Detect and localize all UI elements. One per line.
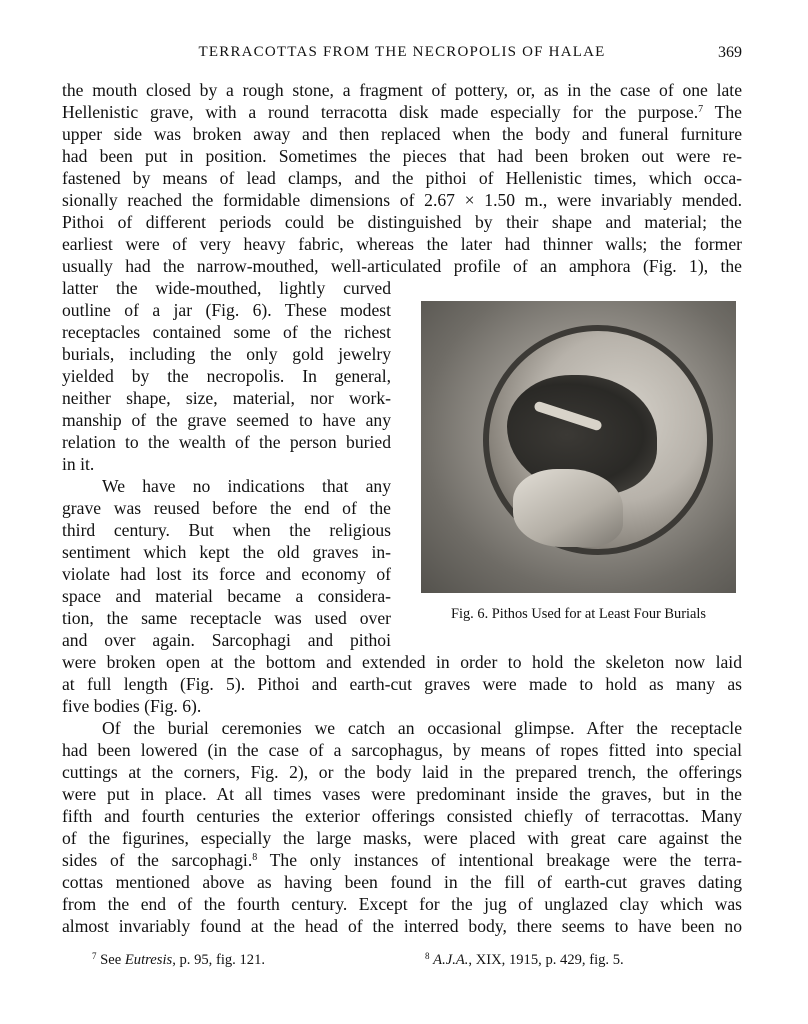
footnote-ref: 7: [698, 104, 704, 115]
text-line: latter the wide-mouthed, lightly curved: [62, 278, 391, 298]
text-line: receptacles contained some of the richest: [62, 322, 391, 342]
text-line: the mouth closed by a rough stone, a fragment of pottery, or, as in the case of one late: [62, 80, 742, 100]
text-line: cuttings at the corners, Fig. 2), or the body laid in the prepared trench, the offerings: [62, 762, 742, 782]
text-line: earliest were of very heavy fabric, whereas the later had thinner walls; the former: [62, 234, 742, 254]
text-line: upper side was broken away and then replaced when the body and funeral furniture: [62, 124, 742, 144]
text-line: of the figurines, especially the large masks, were placed with great care against the: [62, 828, 742, 848]
text-line: manship of the grave seemed to have any: [62, 410, 391, 430]
text-line: sentiment which kept the old graves in-: [62, 542, 391, 562]
text-line: almost invariably found at the head of the interred body, there seems to have been no: [62, 916, 742, 936]
text-line: sionally reached the formidable dimensions of 2.67 × 1.50 m., were invariably mended.: [62, 190, 742, 210]
text-line: space and material became a considera-: [62, 586, 391, 606]
pithos-shard: [513, 469, 623, 547]
text-line: third century. But when the religious: [62, 520, 391, 540]
text-line: relation to the wealth of the person buried: [62, 432, 391, 452]
text-line: were put in place. At all times vases were predominant inside the graves, but in the: [62, 784, 742, 804]
pithos-photograph: [421, 301, 736, 593]
text-line: at full length (Fig. 5). Pithoi and earth-cut graves were made to hold as many as: [62, 674, 742, 694]
footnote-8: $^8$ A.J.A., XIX, 1915, p. 429, fig. 5.: [425, 951, 624, 968]
page-number: 369: [718, 44, 742, 61]
text-line: from the end of the fourth century. Except for the jug of unglazed clay which was: [62, 894, 742, 914]
text-line: Hellenistic grave, with a round terracotta disk made especially for the purpose.$^7$ The: [62, 102, 742, 122]
text-line: Pithoi of different periods could be distinguished by their shape and material; the: [62, 212, 742, 232]
footnote-7: $^7$ See Eutresis, p. 95, fig. 121.: [92, 951, 266, 968]
text-line: We have no indications that any: [102, 476, 391, 496]
text-line: grave was reused before the end of the: [62, 498, 391, 518]
text-line: violate had lost its force and economy of: [62, 564, 391, 584]
text-line: burials, including the only gold jewelry: [62, 344, 391, 364]
figure-caption: Fig. 6. Pithos Used for at Least Four Burials: [450, 606, 707, 622]
running-header: [62, 44, 742, 68]
text-line: Of the burial ceremonies we catch an occasional glimpse. After the receptacle: [102, 718, 742, 738]
text-line: and over again. Sarcophagi and pithoi: [62, 630, 391, 650]
text-line: usually had the narrow-mouthed, well-articulated profile of an amphora (Fig. 1), the: [62, 256, 742, 276]
text-line: tion, the same receptacle was used over: [62, 608, 391, 628]
running-title: TERRACOTTAS FROM THE NECROPOLIS OF HALAE: [198, 44, 606, 60]
text-line: had been lowered (in the case of a sarcophagus, by means of ropes fitted into special: [62, 740, 742, 760]
text-line: in it.: [62, 454, 95, 474]
text-line: were broken open at the bottom and extended in order to hold the skeleton now laid: [62, 652, 742, 672]
text-line: fifth and fourth centuries the exterior offerings consisted chiefly of terracottas. Many: [62, 806, 742, 826]
text-line: fastened by means of lead clamps, and the pithoi of Hellenistic times, which occa-: [62, 168, 742, 188]
text-line: five bodies (Fig. 6).: [62, 696, 202, 716]
text-line: cottas mentioned above as having been found in the fill of earth-cut graves dating: [62, 872, 742, 892]
text-line: yielded by the necropolis. In general,: [62, 366, 391, 386]
text-line: sides of the sarcophagi.$^8$ The only instances of intentional breakage were the terra-: [62, 850, 742, 870]
text-line: had been put in position. Sometimes the pieces that had been broken out were re-: [62, 146, 742, 166]
text-line: neither shape, size, material, nor work-: [62, 388, 391, 408]
text-line: outline of a jar (Fig. 6). These modest: [62, 300, 391, 320]
footnote-ref: 8: [252, 852, 258, 863]
